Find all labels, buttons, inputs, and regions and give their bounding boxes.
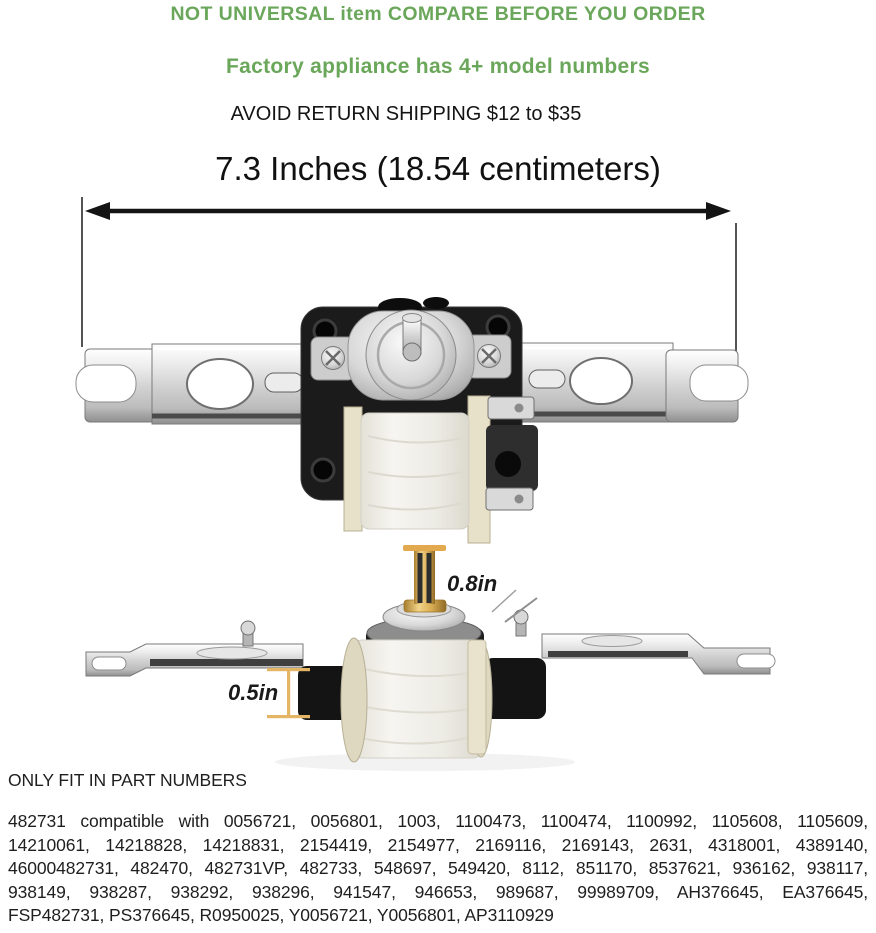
coil-bobbin-front [344, 396, 490, 543]
side-view-photo [86, 551, 775, 771]
part-numbers-line: FSP482731, PS376645, R0950025, Y0056721, Y0056801, AP3110929 [8, 905, 554, 926]
width-dimension-label: 7.3 Inches (18.54 centimeters) [215, 150, 661, 187]
body-height-label: 0.5in [228, 680, 279, 705]
shaft-length-label: 0.8in [447, 571, 498, 596]
part-numbers-line: 46000482731, 482470, 482731VP, 482733, 548697, 549420, 8112, 851170, 8537621, 936162, 938117, [8, 858, 868, 879]
headline-avoid-return-shipping: AVOID RETURN SHIPPING $12 to $35 [230, 103, 582, 125]
headline-model-numbers: Factory appliance has 4+ model numbers [226, 55, 650, 78]
part-numbers-line: 14210061, 14218828, 14218831, 2154419, 2154977, 2169116, 2169143, 2631, 4318001, 4389140, [8, 834, 868, 855]
motor-block-right [484, 658, 546, 719]
spade-terminals [486, 397, 538, 510]
coil-bobbin-side [341, 638, 492, 762]
arrowhead-right-icon [706, 202, 731, 220]
part-numbers-line: 938149, 938287, 938292, 938296, 941547, 946653, 989687, 99989709, AH376645, EA376645, [8, 881, 868, 902]
shaft-dimension-marker [403, 545, 446, 551]
front-view-photo [76, 297, 748, 543]
part-numbers-section [0, 770, 876, 928]
part-numbers-title: ONLY FIT IN PART NUMBERS [8, 770, 247, 790]
right-bracket-side [542, 634, 775, 674]
right-mounting-bracket [517, 343, 748, 422]
left-mounting-bracket [76, 344, 312, 424]
headline-not-universal: NOT UNIVERSAL item COMPARE BEFORE YOU ORDER [170, 3, 706, 25]
arrowhead-left-icon [85, 202, 110, 220]
motor-shaft-side [404, 551, 446, 612]
part-numbers-line: 482731 compatible with 0056721, 0056801, 1003, 1100473, 1100474, 1100992, 1105608, 1105609, [8, 811, 868, 831]
